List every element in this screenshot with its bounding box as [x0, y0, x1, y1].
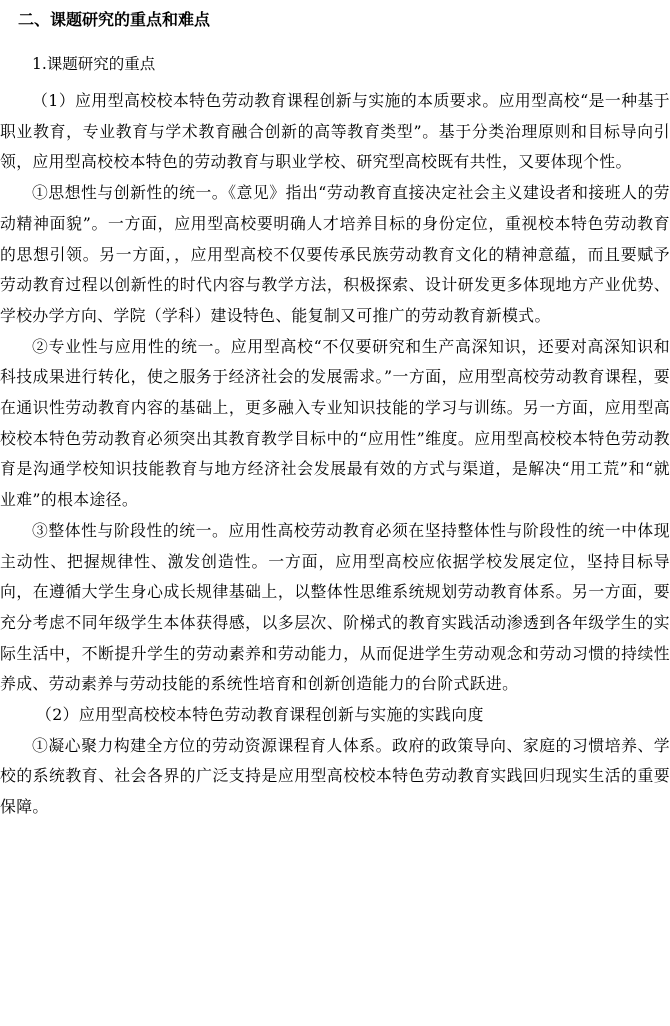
- paragraph-essential-requirements: （1）应用型高校校本特色劳动教育课程创新与实施的本质要求。应用型高校“是一种基于职业教育，专业教育与学术教育融合创新的高等教育类型”。基于分类治理原则和目标导向引领，应用型高校校本特色的劳动教育与职业学校、研究型高校既有共性，又要体现个性。: [0, 91, 670, 172]
- subsection-title: 1.课题研究的重点: [32, 55, 156, 73]
- paragraph-resource-system: ①凝心聚力构建全方位的劳动资源课程育人体系。政府的政策导向、家庭的习惯培养、学校的系统教育、社会各界的广泛支持是应用型高校校本特色劳动教育实践回归现实生活的重要保障。: [0, 735, 670, 817]
- paragraph-ideology-innovation: ①思想性与创新性的统一。《意见》指出“劳动教育直接决定社会主义建设者和接班人的劳动精神面貌”。一方面，应用型高校要明确人才培养目标的身份定位，重视校本特色劳动教育的思想引领。另一方面，，应用型高校不仅要传承民族劳动教育文化的精神意蕴，而且要赋予劳动教育过程以创新性的时代内容与教学方法，积极探索、设计研发更多体现地方产业优势、学校办学方向、学院（学科）建设特色、能复制又可推广的劳动教育新模式。: [0, 183, 670, 325]
- paragraph-practice-dimension-title: （2）应用型高校校本特色劳动教育课程创新与实施的实践向度: [36, 705, 484, 725]
- body-text: [0, 86, 670, 823]
- paragraph-integrity-stages: ③整体性与阶段性的统一。应用性高校劳动教育必须在坚持整体性与阶段性的统一中体现主动性、把握规律性、激发创造性。一方面，应用型高校应依据学校发展定位，坚持目标导向，在遵循大学生身心成长规律基础上，以整体性思维系统规划劳动教育体系。另一方面，要充分考虑不同年级学生本体获得感，以多层次、阶梯式的教育实践活动渗透到各年级学生的实际生活中，不断提升学生的劳动素养和劳动能力，从而促进学生劳动观念和劳动习惯的持续性养成、劳动素养与劳动技能的系统性培育和创新创造能力的台阶式跃进。: [0, 520, 670, 694]
- paragraph-professional-application: ②专业性与应用性的统一。应用型高校“不仅要研究和生产高深知识，还要对高深知识和科技成果进行转化，使之服务于经济社会的发展需求。”一方面，应用型高校劳动教育课程，要在通识性劳动教育内容的基础上，更多融入专业知识技能的学习与训练。另一方面，应用型高校校本特色劳动教育必须突出其教育教学目标中的“应用性”维度。应用型高校校本特色劳动教育是沟通学校知识技能教育与地方经济社会发展最有效的方式与渠道，是解决“用工荒”和“就业难”的根本途径。: [0, 336, 670, 510]
- section-heading: 二、课题研究的重点和难点: [18, 10, 211, 29]
